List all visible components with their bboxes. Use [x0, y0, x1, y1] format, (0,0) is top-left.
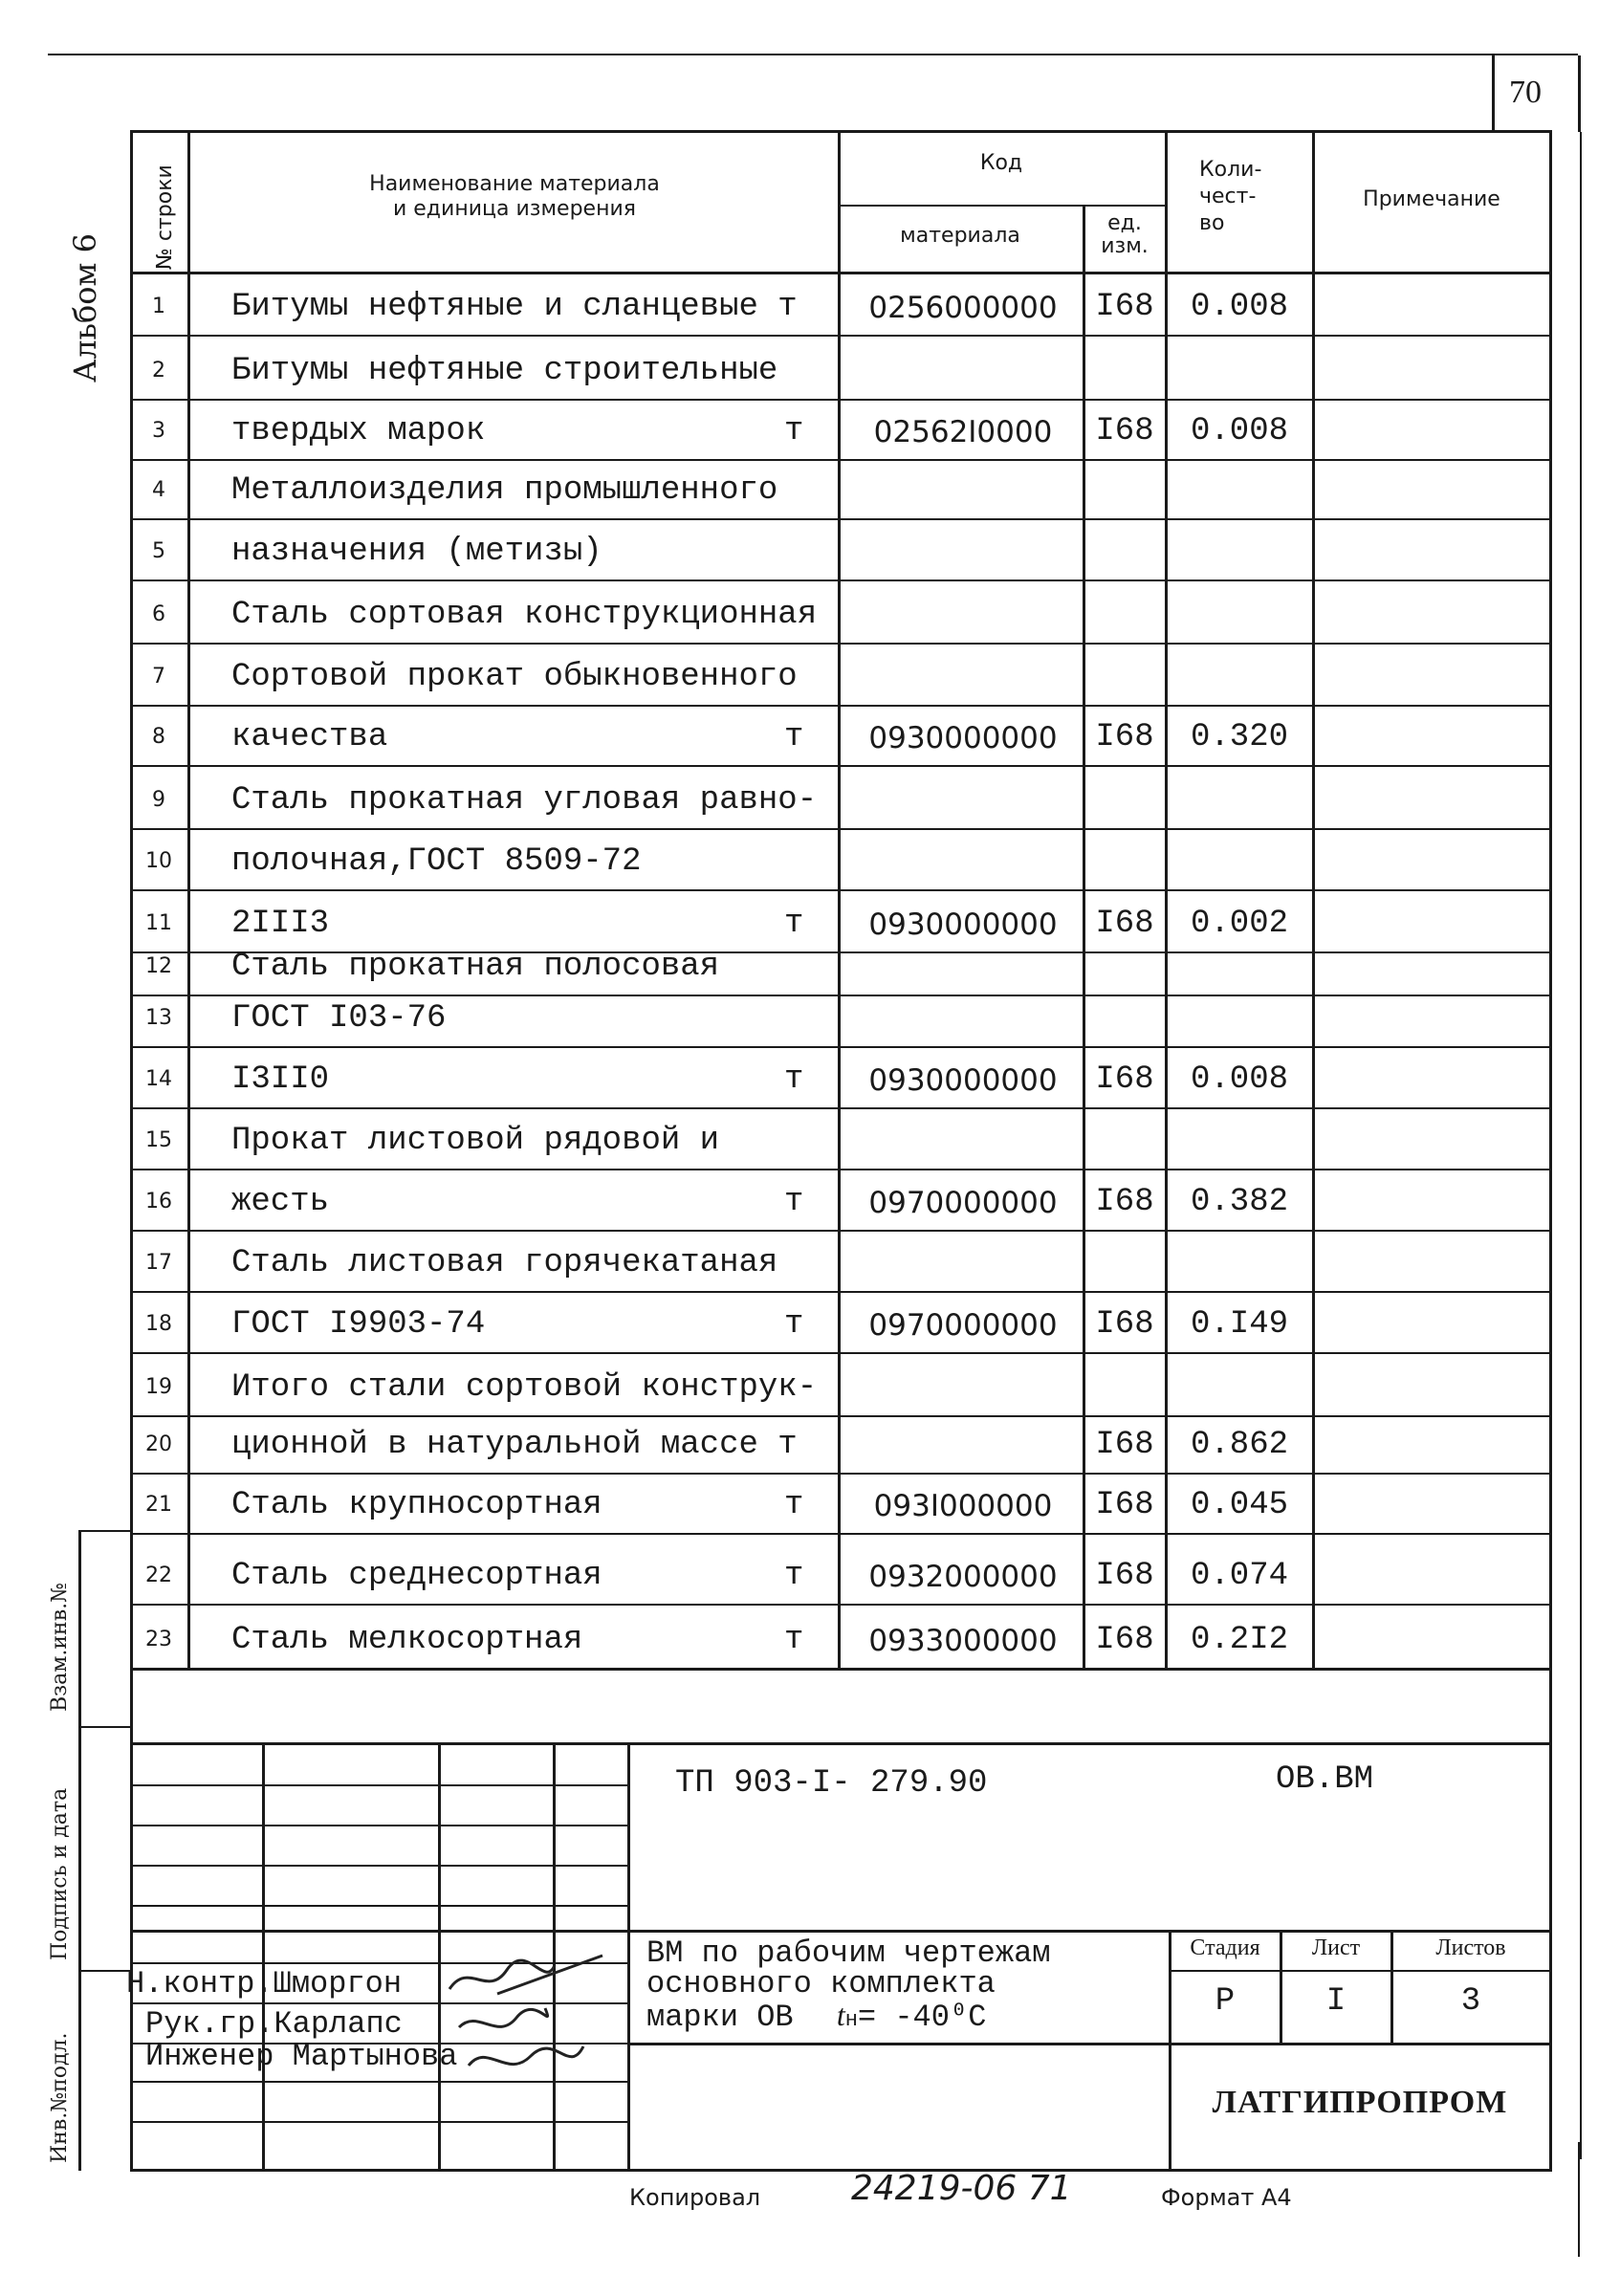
row-name: Сталь среднесортная — [231, 1558, 602, 1594]
row-number: 8 — [152, 725, 165, 749]
row-number: 10 — [145, 849, 172, 873]
row-divider — [130, 889, 1549, 891]
row-unit: I68 — [1095, 1622, 1154, 1658]
row-code: 0970000000 — [868, 1308, 1058, 1343]
signer-2 — [145, 2006, 403, 2042]
row-divider — [130, 335, 1549, 337]
inv-podl-label: Инв.№подл. — [48, 2032, 72, 2163]
row-unit-mark: т — [784, 906, 804, 942]
tb-col-4 — [627, 1742, 630, 2169]
row-code: 0933000000 — [868, 1624, 1058, 1658]
stage-value: Р — [1215, 1983, 1236, 2020]
row-number: 19 — [145, 1375, 172, 1399]
row-number: 12 — [145, 954, 172, 978]
description-line-3 — [646, 1997, 986, 2035]
signer-3-role: Инженер — [145, 2039, 274, 2074]
frame-right — [1549, 130, 1552, 2171]
signature-2 — [459, 2008, 548, 2027]
code-subheader-line — [838, 205, 1165, 207]
row-number: 14 — [145, 1067, 172, 1091]
sheet-value: I — [1325, 1983, 1346, 2020]
col-line-5 — [1312, 130, 1315, 1670]
row-divider — [130, 1352, 1549, 1354]
row-name: Битумы нефтяные и сланцевые т — [231, 289, 798, 325]
row-name: Сортовой прокат обыкновенного — [231, 659, 798, 695]
row-name: ГОСТ I9903-74 — [231, 1306, 486, 1343]
row-qty: 0.382 — [1190, 1184, 1289, 1220]
row-qty: 0.074 — [1190, 1558, 1289, 1594]
temp-value: = -40⁰С — [857, 2000, 987, 2035]
row-unit: I68 — [1095, 413, 1154, 449]
signature-3 — [469, 2046, 583, 2066]
doc-mark: ОВ.ВМ — [1276, 1761, 1374, 1798]
top-rule — [48, 54, 1578, 55]
tb-rowline-1 — [130, 1784, 627, 1786]
row-unit: I68 — [1095, 719, 1154, 755]
row-code: 0970000000 — [868, 1186, 1058, 1220]
row-number: 17 — [145, 1251, 172, 1275]
row-name: назначения (метизы) — [231, 534, 602, 570]
row-number: 1 — [152, 295, 165, 318]
signer-1-name: Шморгон — [273, 1966, 403, 2001]
page-number-box-right — [1578, 55, 1581, 132]
row-name: ГОСТ I03-76 — [231, 1000, 447, 1037]
format-label: Формат А4 — [1161, 2184, 1292, 2211]
signer-3-name: Мартынова — [292, 2039, 458, 2074]
row-divider — [130, 995, 1549, 996]
podpis-data-label: Подпись и дата — [48, 1787, 72, 1960]
row-qty: 0.008 — [1190, 1061, 1289, 1098]
row-name: Битумы нефтяные строительные — [231, 353, 778, 389]
row-name: I3II0 — [231, 1061, 330, 1098]
outer-right-edge — [1580, 132, 1582, 2159]
description-line-1: ВМ по рабочим чертежам — [646, 1935, 1051, 1971]
row-code: 0930000000 — [868, 721, 1058, 755]
row-number: 22 — [145, 1563, 172, 1587]
row-divider — [130, 459, 1549, 461]
row-divider — [130, 1473, 1549, 1475]
margin-strip-top — [78, 1530, 130, 1532]
header-code-unit: ед. изм. — [1101, 211, 1149, 258]
tb-rowline-4 — [130, 1905, 627, 1907]
row-name: Металлоизделия промышленного — [231, 472, 778, 509]
copied-number: 24219-06 71 — [851, 2169, 1072, 2208]
tb-right-col — [1169, 1930, 1171, 2169]
row-unit: I68 — [1095, 289, 1154, 325]
row-unit-mark: т — [784, 1306, 804, 1343]
right-margin-tick — [1578, 2142, 1580, 2257]
sheets-value: 3 — [1460, 1983, 1481, 2020]
row-divider — [130, 1107, 1549, 1109]
signer-1-role: Н.контр. — [126, 1966, 274, 2001]
row-qty: 0.008 — [1190, 289, 1289, 325]
header-name: Наименование материала и единица измерения — [369, 172, 660, 221]
sheet-label: Лист — [1311, 1935, 1361, 1960]
row-divider — [130, 1046, 1549, 1048]
row-divider — [130, 1230, 1549, 1232]
row-qty: 0.2I2 — [1190, 1622, 1289, 1658]
row-number: 9 — [152, 788, 165, 812]
temp-sub: н — [844, 2008, 858, 2032]
row-divider — [130, 1604, 1549, 1606]
tb-mid-line — [130, 1930, 1549, 1933]
row-number: 18 — [145, 1312, 172, 1336]
row-unit-mark: т — [784, 1487, 804, 1523]
header-qty: Коли- чест- во — [1199, 158, 1262, 235]
row-unit: I68 — [1095, 1487, 1154, 1523]
row-name: Сталь мелкосортная — [231, 1622, 583, 1658]
page-number: 70 — [1509, 75, 1542, 110]
row-qty: 0.I49 — [1190, 1306, 1289, 1343]
row-name: Сталь прокатная угловая равно- — [231, 782, 818, 819]
row-divider — [130, 765, 1549, 767]
row-number: 3 — [152, 419, 165, 443]
row-divider — [130, 643, 1549, 645]
row-name: полочная,ГОСТ 8509-72 — [231, 843, 642, 880]
tb-col-1 — [262, 1742, 265, 2169]
signer-3 — [145, 2039, 457, 2074]
header-note: Примечание — [1363, 187, 1500, 211]
row-number: 11 — [145, 911, 172, 935]
row-name: жесть — [231, 1184, 330, 1220]
col-line-1 — [187, 130, 190, 1670]
stage-label: Стадия — [1190, 1935, 1260, 1960]
row-number: 13 — [145, 1006, 172, 1030]
margin-strip-border — [78, 1530, 81, 2171]
doc-code: ТП 903-I- 279.90 — [675, 1765, 988, 1802]
row-name: Сталь листовая горячекатаная — [231, 1245, 778, 1281]
row-name: Итого стали сортовой конструк- — [231, 1369, 818, 1406]
row-number: 23 — [145, 1628, 172, 1651]
header-bottom-line — [130, 272, 1549, 274]
frame-bottom — [130, 2169, 1552, 2172]
tb-rowline-3 — [130, 1865, 627, 1867]
row-unit: I68 — [1095, 1306, 1154, 1343]
row-unit-mark: т — [784, 719, 804, 755]
row-number: 20 — [145, 1432, 172, 1456]
row-divider — [130, 828, 1549, 830]
row-qty: 0.045 — [1190, 1487, 1289, 1523]
row-qty: 0.002 — [1190, 906, 1289, 942]
row-number: 2 — [152, 359, 165, 383]
signer-2-role: Рук.гр. — [145, 2006, 274, 2042]
row-unit: I68 — [1095, 1184, 1154, 1220]
description-mark: марки ОВ — [646, 2000, 794, 2035]
row-divider — [130, 579, 1549, 581]
row-unit-mark: т — [784, 1622, 804, 1658]
tb-top-line — [130, 1742, 1549, 1745]
row-name: Сталь крупносортная — [231, 1487, 602, 1523]
row-code: 093I000000 — [873, 1489, 1053, 1523]
row-name: качества — [231, 719, 388, 755]
row-unit-mark: т — [784, 413, 804, 449]
table-end-line — [130, 1668, 1549, 1671]
tb-lower-line — [627, 2043, 1549, 2045]
signer-2-name: Карлапс — [274, 2006, 403, 2042]
row-name: твердых марок — [231, 413, 486, 449]
margin-divider-2 — [78, 1970, 130, 1972]
row-number: 6 — [152, 602, 165, 626]
row-unit: I68 — [1095, 906, 1154, 942]
row-unit: I68 — [1095, 1558, 1154, 1594]
row-code: 0930000000 — [868, 907, 1058, 942]
description-line-2: основного комплекта — [646, 1966, 996, 2001]
row-divider — [130, 1533, 1549, 1535]
row-divider — [130, 705, 1549, 707]
col-line-2 — [838, 130, 841, 1670]
row-code: 0930000000 — [868, 1063, 1058, 1098]
signature-1 — [449, 1956, 602, 1994]
album-label: Альбом 6 — [67, 233, 103, 383]
row-code: 0932000000 — [868, 1560, 1058, 1594]
tb-rowline-9 — [130, 2121, 627, 2123]
page-number-box-left — [1492, 55, 1495, 132]
row-unit: I68 — [1095, 1061, 1154, 1098]
row-number: 7 — [152, 665, 165, 689]
row-unit: I68 — [1095, 1427, 1154, 1463]
row-number: 4 — [152, 478, 165, 502]
row-qty: 0.008 — [1190, 413, 1289, 449]
vzam-inv-label: Взам.инв.№ — [48, 1583, 72, 1712]
header-row-no: № строки — [153, 164, 177, 270]
row-number: 21 — [145, 1493, 172, 1517]
row-qty: 0.320 — [1190, 719, 1289, 755]
signatures — [440, 1951, 612, 2094]
row-name: Сталь сортовая конструкционная — [231, 597, 818, 633]
margin-divider-1 — [78, 1726, 130, 1728]
row-unit-mark: т — [784, 1061, 804, 1098]
copied-label: Копировал — [629, 2184, 761, 2211]
tb-rowline-2 — [130, 1825, 627, 1826]
header-code-material: материала — [900, 224, 1020, 248]
row-divider — [130, 1169, 1549, 1170]
temp-symbol: t — [836, 1998, 845, 2032]
signer-1 — [126, 1966, 402, 2001]
row-name: Сталь прокатная полосовая — [231, 949, 720, 985]
header-code: Код — [979, 151, 1023, 175]
sheets-label: Листов — [1435, 1935, 1506, 1960]
row-unit-mark: т — [784, 1184, 804, 1220]
row-number: 16 — [145, 1190, 172, 1214]
row-name: 2III3 — [231, 906, 330, 942]
row-divider — [130, 399, 1549, 401]
row-name: ционной в натуральной массе т — [231, 1427, 798, 1463]
row-number: 15 — [145, 1128, 172, 1152]
row-code: 0256000000 — [868, 291, 1058, 325]
tb-stage-line — [1169, 1970, 1549, 1972]
row-divider — [130, 1291, 1549, 1293]
row-divider — [130, 518, 1549, 520]
row-divider — [130, 1415, 1549, 1417]
row-unit-mark: т — [784, 1558, 804, 1594]
row-number: 5 — [152, 539, 165, 563]
row-name: Прокат листовой рядовой и — [231, 1123, 720, 1159]
row-code: 02562I0000 — [873, 415, 1053, 449]
row-qty: 0.862 — [1190, 1427, 1289, 1463]
organization: ЛАТГИПРОПРОМ — [1212, 2085, 1508, 2120]
